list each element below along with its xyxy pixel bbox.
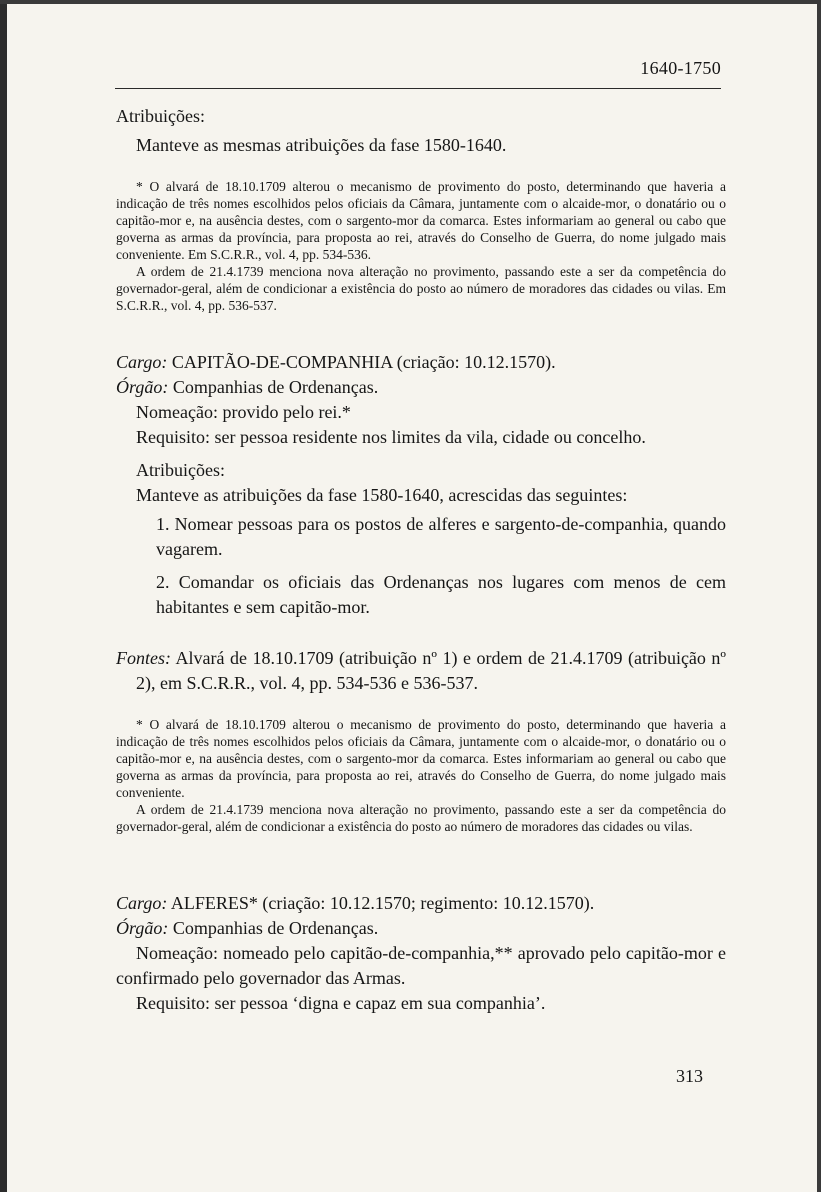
- requisito-line: Requisito: ser pessoa ‘digna e capaz em sua companhia’.: [136, 993, 546, 1013]
- orgao-label: Órgão:: [116, 918, 169, 938]
- orgao-label: Órgão:: [116, 377, 169, 397]
- nomeacao-line: Nomeação: nomeado pelo capitão-de-companhia,** aprovado pelo capitão-mor e confirmado pelo governador das Armas.: [116, 943, 726, 988]
- fontes-value: Alvará de 18.10.1709 (atribuição nº 1) e ordem de 21.4.1709 (atribuição nº 2), em S.C.R.R., vol. 4, pp. 534-536 e 536-537.: [136, 648, 726, 693]
- attributions-text: Manteve as mesmas atribuições da fase 1580-1640.: [136, 135, 507, 155]
- footnote-paragraph: * O alvará de 18.10.1709 alterou o mecanismo de provimento do posto, determinando que haveria a indicação de três nomes escolhidos pelos oficiais da Câmara, juntamente com o alcaide-mor, o donatário ou o capitão-mor e, na ausência destes, com o sargento-mor da comarca. Estes informariam ao general ou cabo que governa as armas da província, para proposta ao rei, através do Conselho de Guerra, do nome julgado mais conveniente. Em S.C.R.R., vol. 4, pp. 534-536.: [116, 179, 726, 262]
- header-date-range: 1640-1750: [640, 58, 721, 78]
- footnote-paragraph: * O alvará de 18.10.1709 alterou o mecanismo de provimento do posto, determinando que haveria a indicação de três nomes escolhidos pelos oficiais da Câmara, juntamente com o alcaide-mor, o donatário ou o capitão-mor e, na ausência destes, com o sargento-mor da comarca. Estes informariam ao general ou cabo que governa as armas da província, para proposta ao rei, através do Conselho de Guerra, do nome julgado mais conveniente.: [116, 717, 726, 800]
- cargo-value: ALFERES* (criação: 10.12.1570; regimento: 10.12.1570).: [170, 893, 595, 913]
- scan-border-right: [817, 0, 821, 1192]
- nomeacao-line: Nomeação: provido pelo rei.*: [136, 402, 351, 422]
- attributions-text: Manteve as atribuições da fase 1580-1640, acrescidas das seguintes:: [136, 485, 628, 505]
- attribution-item: 2. Comandar os oficiais das Ordenanças nos lugares com menos de cem habitantes e sem capitão-mor.: [156, 572, 726, 617]
- attribution-item: 1. Nomear pessoas para os postos de alferes e sargento-de-companhia, quando vagarem.: [156, 514, 726, 559]
- scan-border-top: [0, 0, 821, 4]
- scan-border-left: [0, 0, 7, 1192]
- orgao-value: Companhias de Ordenanças.: [172, 918, 379, 938]
- fontes-line: [116, 646, 726, 696]
- page-body: [116, 104, 726, 1016]
- cargo-label: Cargo:: [116, 352, 168, 372]
- cargo-line: [116, 350, 726, 375]
- footnote-paragraph: A ordem de 21.4.1739 menciona nova alteração no provimento, passando este a ser da competência do governador-geral, além de condicionar a existência do posto ao número de moradores das cidades ou vilas. Em S.C.R.R., vol. 4, pp. 536-537.: [116, 264, 726, 313]
- running-header: [115, 58, 721, 89]
- cargo-line: [116, 891, 726, 916]
- orgao-value: Companhias de Ordenanças.: [172, 377, 379, 397]
- fontes-label: Fontes:: [116, 648, 171, 668]
- orgao-line: [116, 916, 726, 941]
- cargo-label: Cargo:: [116, 893, 168, 913]
- attributions-label: Atribuições:: [116, 106, 205, 126]
- requisito-line: Requisito: ser pessoa residente nos limites da vila, cidade ou concelho.: [136, 427, 646, 447]
- page-number: 313: [676, 1066, 703, 1086]
- footnote-paragraph: A ordem de 21.4.1739 menciona nova alteração no provimento, passando este a ser da competência do governador-geral, além de condicionar a existência do posto ao número de moradores das cidades ou vilas.: [116, 802, 726, 834]
- attributions-label: Atribuições:: [136, 460, 225, 480]
- orgao-line: [116, 375, 726, 400]
- cargo-value: CAPITÃO-DE-COMPANHIA (criação: 10.12.1570).: [171, 352, 556, 372]
